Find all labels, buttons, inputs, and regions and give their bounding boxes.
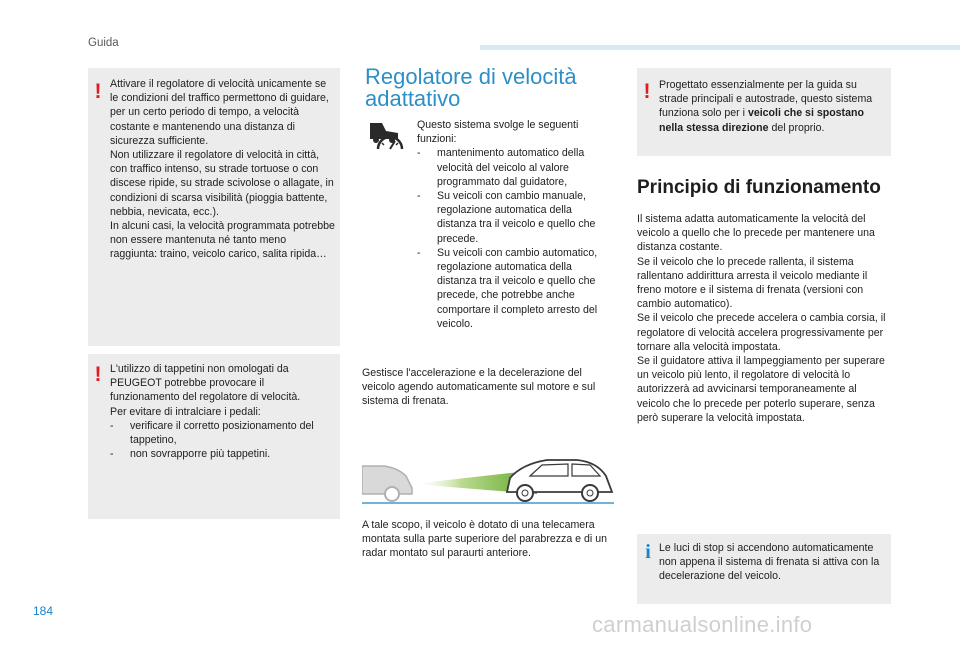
info-icon: i bbox=[645, 541, 651, 563]
title-line: adattativo bbox=[365, 86, 461, 111]
functions-block bbox=[417, 118, 609, 331]
adaptive-cruise-illustration bbox=[362, 446, 614, 508]
list-item: - verificare il corretto posizionamento del tappetino, bbox=[110, 419, 314, 447]
warning-box-mats bbox=[88, 354, 340, 519]
list-item-text: non sovrapporre più tappetini. bbox=[130, 448, 271, 461]
page-title bbox=[365, 66, 577, 110]
warning-icon: ! bbox=[643, 80, 651, 103]
principle-paragraph: Se il veicolo che lo precede rallenta, il sistema rallentano addirittura arresta il veicolo mediante il freno motore e il sistema di frenata (versioni con cambio automatico). bbox=[637, 255, 868, 311]
header-bar bbox=[480, 45, 960, 50]
acceleration-paragraph: Gestisce l'accelerazione e la decelerazione del veicolo agendo automaticamente sul motore e sul sistema di frenata. bbox=[362, 367, 596, 408]
page-number: 184 bbox=[33, 604, 54, 618]
warning-lead: Per evitare di intralciare i pedali: bbox=[110, 405, 261, 418]
watermark: carmanualsonline.info bbox=[592, 612, 813, 637]
section-label: Guida bbox=[88, 37, 119, 49]
warning-paragraph: Progettato essenzialmente per la guida su strade principali e autostrade, questo sistema funziona solo per i veicoli che si spostano nella stessa direzione del proprio. bbox=[659, 79, 873, 134]
list-item: - Su veicoli con cambio automatico, regolazione automatica della distanza tra il veicolo e quello che precede, che potrebbe anche comportare il completo arresto del veicolo. bbox=[417, 246, 598, 330]
principle-paragraph: Se il veicolo che precede accelera o cambia corsia, il regolatore di velocità accelera progressivamente per tornare alla velocità impostata. bbox=[637, 312, 886, 353]
info-paragraph: Le luci di stop si accendono automaticamente non appena il sistema di frenata si attiva con la decelerazione del veicolo. bbox=[659, 542, 880, 583]
warning-icon: ! bbox=[94, 363, 102, 386]
warning-paragraph: In alcuni casi, la velocità programmata potrebbe non essere mantenuta né tanto meno raggiunta: traino, veicolo carico, salita ripida… bbox=[110, 220, 335, 261]
warning-paragraph: Non utilizzare il regolatore di velocità in città, con traffico intenso, su strade tortuose o con discese ripide, su strade scivolose o allagate, in condizioni di scarsa visibilità (pioggia battente, nebbia, nevicata, ecc.). bbox=[110, 149, 334, 218]
sensors-paragraph: A tale scopo, il veicolo è dotato di una telecamera montata sulla parte superiore del parabrezza e di un radar montato sul paraurti anteriore. bbox=[362, 519, 607, 560]
principle-block bbox=[637, 212, 889, 425]
list-item: - Su veicoli con cambio manuale, regolazione automatica della distanza tra il veicolo e quello che precede. bbox=[417, 190, 596, 245]
warning-box-traffic bbox=[88, 68, 340, 346]
warning-icon: ! bbox=[94, 80, 102, 103]
list-item-text: mantenimento automatico della velocità del veicolo al valore programmato dal guidatore, bbox=[437, 147, 585, 188]
title-line: Regolatore di velocità bbox=[365, 64, 577, 89]
list-item-text: Su veicoli con cambio automatico, regolazione automatica della distanza tra il veicolo e quello che precede, che potrebbe anche comportare il completo arresto del veicolo. bbox=[437, 246, 598, 330]
warning-paragraph: Attivare il regolatore di velocità unicamente se le condizioni del traffico permettono di guidare, per un certo periodo di tempo, a velocità costante e mantenendo una distanza di sicurezza sufficiente. bbox=[110, 78, 329, 147]
warning-box-direction bbox=[637, 68, 891, 156]
warning-paragraph: L'utilizzo di tappetini non omologati da PEUGEOT potrebbe provocare il funzionamento del regolatore di velocità. bbox=[110, 363, 301, 404]
list-item: - non sovrapporre più tappetini. bbox=[110, 448, 271, 461]
section-title: Principio di funzionamento bbox=[637, 177, 881, 198]
principle-paragraph: Il sistema adatta automaticamente la velocità del veicolo a quello che lo precede per mantenere una distanza costante. bbox=[637, 213, 875, 254]
functions-intro: Questo sistema svolge le seguenti funzioni: bbox=[417, 119, 579, 146]
speedometer-icon bbox=[364, 117, 404, 151]
list-item: - mantenimento automatico della velocità del veicolo al valore programmato dal guidatore, bbox=[417, 147, 585, 188]
list-item-text: Su veicoli con cambio manuale, regolazione automatica della distanza tra il veicolo e quello che precede. bbox=[437, 190, 596, 245]
info-box-brake-lights bbox=[637, 534, 891, 604]
list-item-text: verificare il corretto posizionamento del tappetino, bbox=[130, 419, 314, 447]
principle-paragraph: Se il guidatore attiva il lampeggiamento per superare un veicolo più lento, il regolatore di velocità lo autorizzerà ad avvicinarsi temporaneamente al veicolo che lo precede per poterlo superare, senza però superare la velocità impostata. bbox=[637, 355, 885, 424]
